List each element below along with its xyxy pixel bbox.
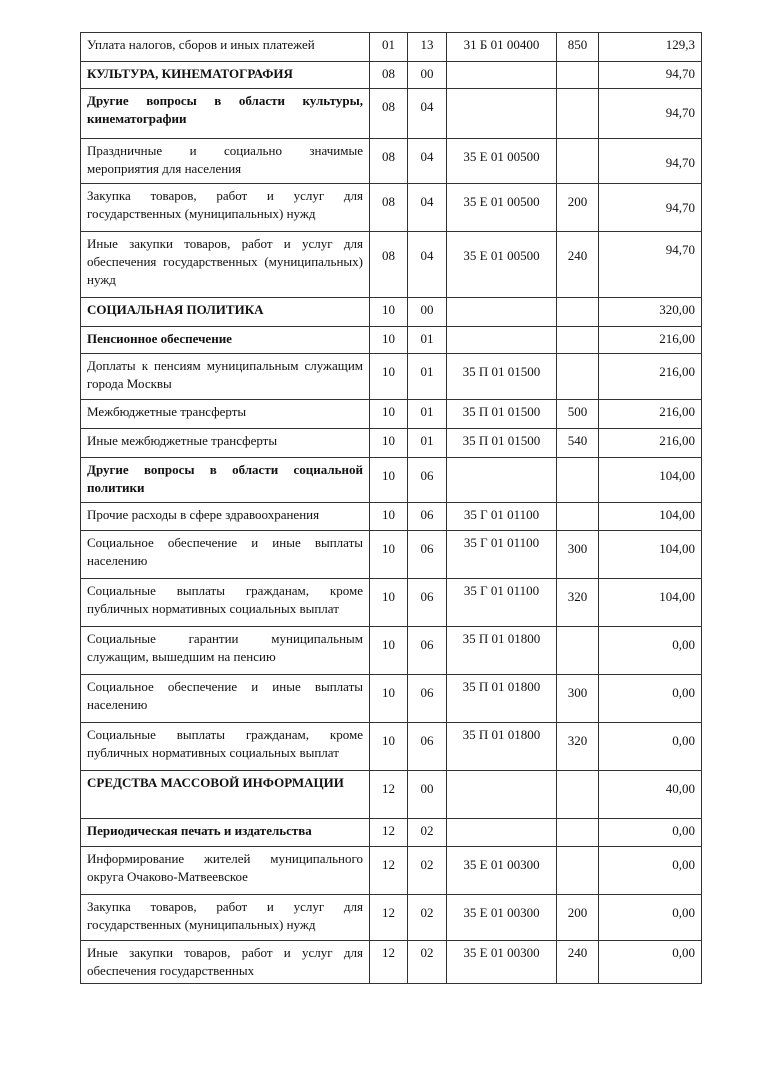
row-section: 12 bbox=[370, 819, 408, 847]
row-target-code: 35 П 01 01500 bbox=[447, 400, 557, 429]
row-subsection: 02 bbox=[420, 857, 434, 872]
row-name: Социальные гарантии муниципальным служащим, вышедшим на пенсию bbox=[81, 627, 370, 675]
row-section: 10 bbox=[370, 327, 408, 354]
row-amount: 0,00 bbox=[672, 733, 695, 748]
table-row bbox=[81, 675, 702, 723]
row-section: 12 bbox=[382, 905, 395, 920]
row-target-code bbox=[447, 771, 557, 819]
row-subsection: 02 bbox=[420, 905, 434, 920]
row-section: 10 bbox=[382, 589, 395, 604]
budget-table bbox=[80, 32, 702, 984]
row-target-code bbox=[447, 458, 557, 503]
row-subsection: 04 bbox=[420, 248, 434, 263]
row-name: Иные межбюджетные трансферты bbox=[81, 429, 370, 458]
row-subsection: 06 bbox=[420, 589, 434, 604]
row-target-code: 35 П 01 01800 bbox=[447, 723, 557, 771]
row-subsection: 04 bbox=[420, 99, 434, 114]
row-target-code: 35 Г 01 01100 bbox=[447, 579, 557, 627]
row-expense-type: 320 bbox=[567, 589, 588, 604]
row-section: 10 bbox=[382, 733, 395, 748]
row-name: Социальное обеспечение и иные выплаты населению bbox=[81, 675, 370, 723]
row-amount: 94,70 bbox=[665, 242, 695, 257]
row-section: 12 bbox=[382, 857, 395, 872]
row-amount: 104,00 bbox=[659, 541, 695, 556]
row-subsection: 06 bbox=[408, 503, 447, 531]
row-name: Иные закупки товаров, работ и услуг для обеспечения государственных (муниципальных) нужд bbox=[81, 232, 370, 298]
table-row bbox=[81, 503, 702, 531]
table-row bbox=[81, 895, 702, 941]
row-expense-type bbox=[557, 298, 599, 327]
row-amount: 94,70 bbox=[665, 200, 695, 215]
table-row bbox=[81, 62, 702, 89]
table-row bbox=[81, 941, 702, 984]
table-row bbox=[81, 327, 702, 354]
row-section: 10 bbox=[382, 637, 395, 652]
row-amount: 0,00 bbox=[672, 685, 695, 700]
row-section: 08 bbox=[382, 149, 395, 164]
row-expense-type bbox=[557, 819, 599, 847]
row-subsection: 06 bbox=[420, 541, 434, 556]
row-subsection: 13 bbox=[408, 33, 447, 62]
row-expense-type: 500 bbox=[557, 400, 599, 429]
row-subsection: 06 bbox=[420, 733, 434, 748]
row-name: КУЛЬТУРА, КИНЕМАТОГРАФИЯ bbox=[81, 62, 370, 89]
row-target-code: 35 Е 01 00300 bbox=[463, 905, 540, 920]
row-expense-type: 300 bbox=[567, 541, 588, 556]
row-expense-type bbox=[557, 354, 599, 400]
row-amount: 94,70 bbox=[665, 155, 695, 170]
row-amount: 216,00 bbox=[599, 429, 702, 458]
row-name: Прочие расходы в сфере здравоохранения bbox=[81, 503, 370, 531]
row-name: Доплаты к пенсиям муниципальным служащим города Москвы bbox=[81, 354, 370, 400]
row-subsection: 01 bbox=[408, 429, 447, 458]
row-target-code: 31 Б 01 00400 bbox=[447, 33, 557, 62]
row-name: СОЦИАЛЬНАЯ ПОЛИТИКА bbox=[81, 298, 370, 327]
row-amount: 216,00 bbox=[599, 327, 702, 354]
row-expense-type: 200 bbox=[567, 905, 588, 920]
row-amount: 129,3 bbox=[599, 33, 702, 62]
table-row bbox=[81, 400, 702, 429]
row-section: 08 bbox=[382, 248, 395, 263]
row-section: 10 bbox=[382, 468, 395, 483]
row-amount: 104,00 bbox=[599, 503, 702, 531]
row-amount: 0,00 bbox=[672, 905, 695, 920]
row-expense-type: 200 bbox=[567, 194, 588, 209]
table-row bbox=[81, 723, 702, 771]
table-row bbox=[81, 429, 702, 458]
row-subsection: 01 bbox=[420, 364, 434, 379]
table-row bbox=[81, 89, 702, 139]
table-row bbox=[81, 139, 702, 184]
row-expense-type: 240 bbox=[567, 248, 588, 263]
row-target-code bbox=[447, 819, 557, 847]
table-row bbox=[81, 819, 702, 847]
row-amount: 320,00 bbox=[599, 298, 702, 327]
row-section: 08 bbox=[370, 62, 408, 89]
row-target-code bbox=[447, 62, 557, 89]
row-target-code: 35 Е 01 00500 bbox=[463, 149, 540, 164]
row-section: 10 bbox=[382, 364, 395, 379]
row-amount: 0,00 bbox=[599, 941, 702, 984]
row-expense-type bbox=[557, 627, 599, 675]
table-row bbox=[81, 184, 702, 232]
row-name: Другие вопросы в области культуры, кинематографии bbox=[81, 89, 370, 139]
row-subsection: 06 bbox=[420, 685, 434, 700]
row-section: 10 bbox=[370, 298, 408, 327]
row-amount: 0,00 bbox=[599, 819, 702, 847]
row-target-code bbox=[447, 327, 557, 354]
row-target-code: 35 Г 01 01100 bbox=[447, 503, 557, 531]
row-amount: 0,00 bbox=[672, 857, 695, 872]
row-name: СРЕДСТВА МАССОВОЙ ИНФОРМАЦИИ bbox=[81, 771, 370, 819]
row-section: 12 bbox=[370, 941, 408, 984]
row-subsection: 04 bbox=[420, 149, 434, 164]
row-target-code: 35 Е 01 00300 bbox=[463, 857, 540, 872]
table-row bbox=[81, 33, 702, 62]
row-target-code: 35 Г 01 01100 bbox=[447, 531, 557, 579]
row-name: Уплата налогов, сборов и иных платежей bbox=[81, 33, 370, 62]
row-section: 10 bbox=[382, 541, 395, 556]
table-row bbox=[81, 771, 702, 819]
row-section: 08 bbox=[382, 99, 395, 114]
row-expense-type bbox=[557, 89, 599, 139]
row-expense-type bbox=[557, 771, 599, 819]
table-row bbox=[81, 847, 702, 895]
row-subsection: 00 bbox=[420, 781, 434, 796]
table-row bbox=[81, 531, 702, 579]
row-name: Периодическая печать и издательства bbox=[81, 819, 370, 847]
row-subsection: 06 bbox=[420, 468, 434, 483]
row-name: Социальные выплаты гражданам, кроме публичных нормативных социальных выплат bbox=[81, 579, 370, 627]
table-row bbox=[81, 354, 702, 400]
row-section: 08 bbox=[382, 194, 395, 209]
table-row bbox=[81, 232, 702, 298]
row-amount: 40,00 bbox=[665, 781, 695, 796]
table-row bbox=[81, 627, 702, 675]
row-expense-type: 240 bbox=[557, 941, 599, 984]
row-target-code: 35 П 01 01500 bbox=[462, 364, 541, 379]
row-target-code: 35 Е 01 00500 bbox=[463, 194, 540, 209]
row-amount: 94,70 bbox=[599, 62, 702, 89]
row-section: 10 bbox=[370, 400, 408, 429]
row-name: Межбюджетные трансферты bbox=[81, 400, 370, 429]
row-name: Закупка товаров, работ и услуг для государственных (муниципальных) нужд bbox=[81, 184, 370, 232]
row-subsection: 00 bbox=[408, 62, 447, 89]
row-target-code: 35 Е 01 00300 bbox=[447, 941, 557, 984]
row-amount: 216,00 bbox=[599, 400, 702, 429]
row-name: Закупка товаров, работ и услуг для государственных (муниципальных) нужд bbox=[81, 895, 370, 941]
row-target-code: 35 П 01 01500 bbox=[447, 429, 557, 458]
row-expense-type bbox=[557, 327, 599, 354]
row-amount: 0,00 bbox=[672, 637, 695, 652]
row-expense-type: 300 bbox=[567, 685, 588, 700]
row-amount: 216,00 bbox=[659, 364, 695, 379]
row-subsection: 02 bbox=[408, 819, 447, 847]
row-subsection: 04 bbox=[420, 194, 434, 209]
row-subsection: 02 bbox=[408, 941, 447, 984]
row-amount: 104,00 bbox=[659, 589, 695, 604]
row-name: Праздничные и социально значимые мероприятия для населения bbox=[81, 139, 370, 184]
row-section: 12 bbox=[382, 781, 395, 796]
row-section: 10 bbox=[382, 685, 395, 700]
row-amount: 94,70 bbox=[665, 105, 695, 120]
table-row bbox=[81, 458, 702, 503]
row-section: 01 bbox=[370, 33, 408, 62]
row-name: Информирование жителей муниципального округа Очаково-Матвеевское bbox=[81, 847, 370, 895]
row-name: Другие вопросы в области социальной политики bbox=[81, 458, 370, 503]
row-target-code: 35 П 01 01800 bbox=[447, 627, 557, 675]
row-expense-type: 850 bbox=[557, 33, 599, 62]
row-subsection: 06 bbox=[420, 637, 434, 652]
row-name: Иные закупки товаров, работ и услуг для обеспечения государственных bbox=[81, 941, 370, 984]
table-row bbox=[81, 298, 702, 327]
row-section: 10 bbox=[370, 429, 408, 458]
row-subsection: 01 bbox=[408, 400, 447, 429]
row-expense-type bbox=[557, 458, 599, 503]
row-target-code: 35 Е 01 00500 bbox=[463, 248, 540, 263]
row-expense-type: 540 bbox=[557, 429, 599, 458]
row-name: Пенсионное обеспечение bbox=[81, 327, 370, 354]
row-target-code bbox=[447, 89, 557, 139]
row-expense-type bbox=[557, 139, 599, 184]
row-expense-type bbox=[557, 503, 599, 531]
row-amount: 104,00 bbox=[659, 468, 695, 483]
table-row bbox=[81, 579, 702, 627]
budget-table-body bbox=[81, 33, 702, 984]
row-expense-type bbox=[557, 62, 599, 89]
row-name: Социальное обеспечение и иные выплаты населению bbox=[81, 531, 370, 579]
row-expense-type: 320 bbox=[567, 733, 588, 748]
row-target-code bbox=[447, 298, 557, 327]
row-expense-type bbox=[557, 847, 599, 895]
row-subsection: 00 bbox=[408, 298, 447, 327]
row-section: 10 bbox=[370, 503, 408, 531]
row-target-code: 35 П 01 01800 bbox=[447, 675, 557, 723]
row-name: Социальные выплаты гражданам, кроме публичных нормативных социальных выплат bbox=[81, 723, 370, 771]
row-subsection: 01 bbox=[408, 327, 447, 354]
